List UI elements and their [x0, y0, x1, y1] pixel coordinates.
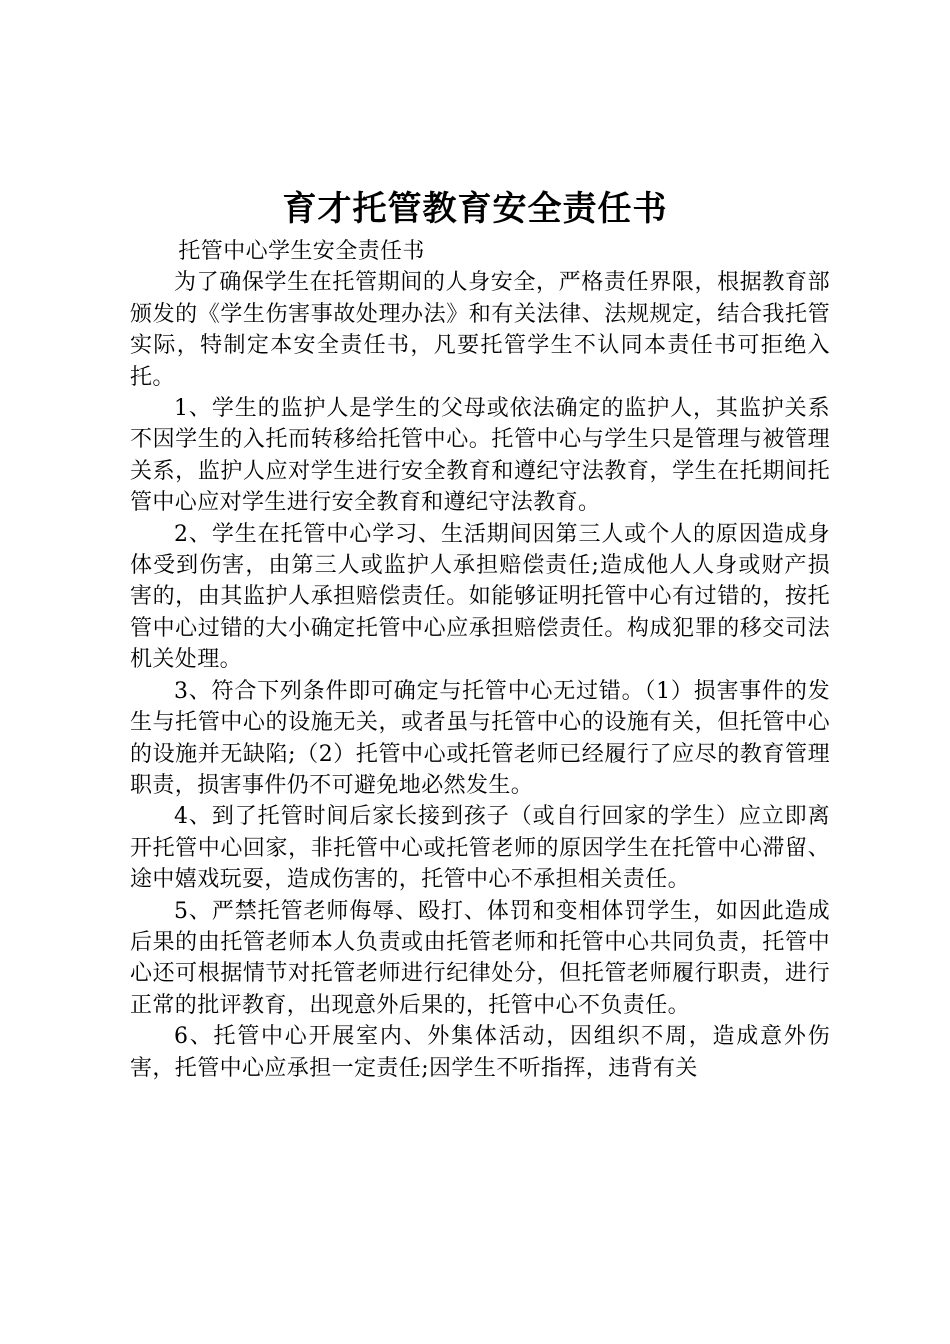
document-title: 育才托管教育安全责任书	[282, 189, 668, 229]
clause-3-paragraph: 3、符合下列条件即可确定与托管中心无过错。（1）损害事件的发生与托管中心的设施无关，或者虽与托管中心的设施有关，但托管中心的设施并无缺陷;（2）托管中心或托管老师已经履行了应尽的教育管理职责，损害事件仍不可避免地必然发生。	[130, 678, 830, 798]
clause-2-paragraph: 2、学生在托管中心学习、生活期间因第三人或个人的原因造成身体受到伤害，由第三人或监护人承担赔偿责任;造成他人人身或财产损害的，由其监护人承担赔偿责任。如能够证明托管中心有过错的，按托管中心过错的大小确定托管中心应承担赔偿责任。构成犯罪的移交司法机关处理。	[130, 521, 830, 673]
document-body	[130, 236, 830, 1084]
intro-paragraph: 为了确保学生在托管期间的人身安全，严格责任界限，根据教育部颁发的《学生伤害事故处理办法》和有关法律、法规规定，结合我托管实际，特制定本安全责任书，凡要托管学生不认同本责任书可拒绝入托。	[130, 270, 830, 390]
clause-5-paragraph: 5、严禁托管老师侮辱、殴打、体罚和变相体罚学生，如因此造成后果的由托管老师本人负责或由托管老师和托管中心共同负责，托管中心还可根据情节对托管老师进行纪律处分，但托管老师履行职责，进行正常的批评教育，出现意外后果的，托管中心不负责任。	[130, 898, 830, 1018]
clause-4-paragraph: 4、到了托管时间后家长接到孩子（或自行回家的学生）应立即离开托管中心回家，非托管中心或托管老师的原因学生在托管中心滞留、途中嬉戏玩耍，造成伤害的，托管中心不承担相关责任。	[130, 804, 830, 893]
clause-6-paragraph: 6、托管中心开展室内、外集体活动，因组织不周，造成意外伤害，托管中心应承担一定责任;因学生不听指挥，违背有关	[130, 1024, 830, 1081]
document-subtitle: 托管中心学生安全责任书	[178, 239, 425, 264]
clause-1-paragraph: 1、学生的监护人是学生的父母或依法确定的监护人，其监护关系不因学生的入托而转移给托管中心。托管中心与学生只是管理与被管理关系，监护人应对学生进行安全教育和遵纪守法教育，学生在托期间托管中心应对学生进行安全教育和遵纪守法教育。	[130, 396, 830, 516]
